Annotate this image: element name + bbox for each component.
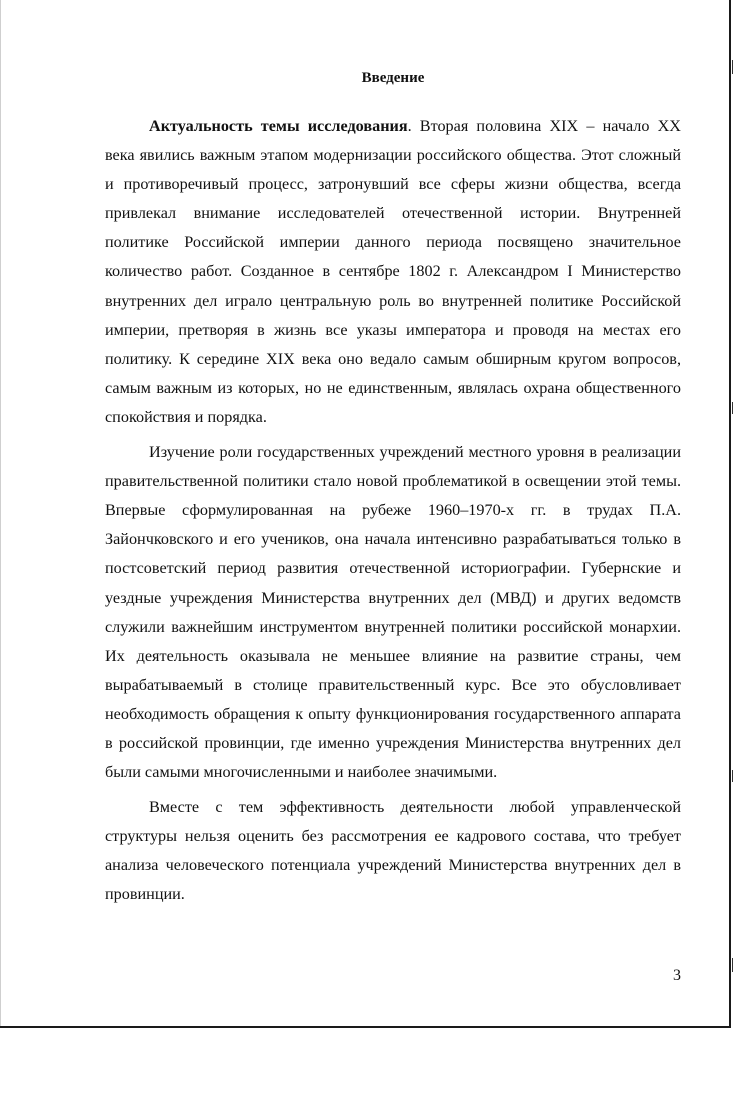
body-text — [105, 112, 681, 916]
paragraph-1-text: . Вторая половина XIX – начало XX века явились важным этапом модернизации российского общества. Этот сложный и противоречивый процесс, затронувший все сферы жизни общества, всегда привлекал внимание исследователей отечественной истории. Внутренней политике Российской империи данного периода посвящено значительное количество работ. Созданное в сентябре 1802 г. Александром I Министерство внутренних дел играло центральную роль во внутренней политике Российской империи, претворяя в жизнь все указы императора и проводя на местах его политику. К середине XIX века оно ведало самым обширным кругом вопросов, самым важным из которых, но не единственным, являлась охрана общественного спокойствия и порядка. — [105, 117, 681, 426]
paragraph-2: Изучение роли государственных учреждений местного уровня в реализации правительственной политики стало новой проблематикой в освещении этой темы. Впервые сформулированная на рубеже 1960–1970-х гг. в трудах П.А. Зайончковского и его учеников, она начала интенсивно разрабатываться только в постсоветский период развития отечественной историографии. Губернские и уездные учреждения Министерства внутренних дел (МВД) и других ведомств служили важнейшим инструментом внутренней политики российской монархии. Их деятельность оказывала не меньшее влияние на развитие страны, чем вырабатываемый в столице правительственный курс. Все это обусловливает необходимость обращения к опыту функционирования государственного аппарата в российской провинции, где именно учреждения Министерства внутренних дел были самыми многочисленными и наиболее значимыми. — [105, 443, 681, 782]
page-number: 3 — [673, 967, 681, 984]
paragraph-3: Вместе с тем эффективность деятельности любой управленческой структуры нельзя оценить без рассмотрения ее кадрового состава, что требует анализа человеческого потенциала учреждений Министерства внутренних дел в провинции. — [105, 798, 681, 904]
scan-border-left — [0, 0, 1, 1028]
scan-border-bottom — [0, 1026, 731, 1028]
paragraph-1 — [105, 112, 681, 432]
paragraph-1-lead: Актуальность темы исследования — [149, 117, 408, 135]
scan-border-right — [729, 0, 731, 1028]
page-heading: Введение — [361, 70, 425, 86]
